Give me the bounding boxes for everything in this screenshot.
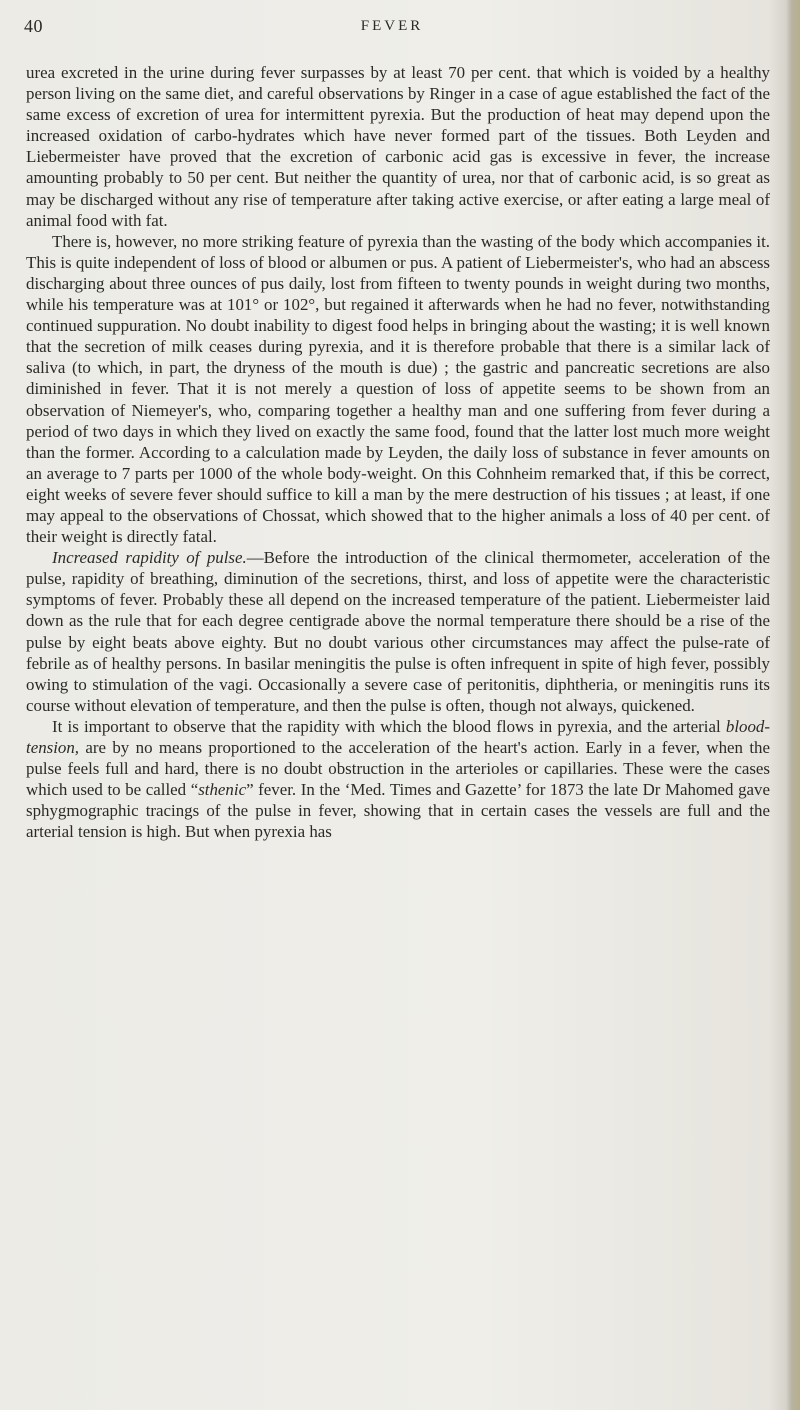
page-edge-shadow	[786, 0, 800, 1410]
term-blood-tension: blood-tension,	[26, 716, 770, 757]
paragraph-urea: urea excreted in the urine during fever surpasses by at least 70 per cent. that which is voided by a healthy person living on the same diet, and careful observations by Ringer in a case of ague established the fact of the same excess of excretion of urea for intermittent pyrexia. But the production of heat may depend upon the increased oxidation of carbo-hydrates which have never formed part of the tissues. Both Leyden and Liebermeister have proved that the excretion of carbonic acid gas is excessive in fever, the increase amounting probably to 50 per cent. But neither the quantity of urea, nor that of carbonic acid, is so great as may be discharged without any rise of temperature after taking active exercise, or after eating a large meal of animal food with fat.	[26, 63, 770, 230]
paragraph-pulse	[26, 547, 770, 716]
running-head: FEVER	[360, 18, 424, 34]
page-number: 40	[24, 16, 43, 36]
page-header	[24, 16, 760, 56]
tension-text-2: are by no means proportioned to the acceleration of the heart's action. Early in a fever, when the pulse feels full and hard, there is no doubt obstruction in the arterioles or capillaries. These were the cases which used to be called “	[26, 738, 770, 800]
section-heading-pulse: Increased rapidity of pulse.	[52, 548, 247, 568]
paragraph-pulse-text: —Before the introduction of the clinical thermometer, acceleration of the pulse, rapidity of breathing, diminution of the secretions, thirst, and loss of appetite were the characteristic symptoms of fever. Probably these all depend on the increased temperature of the patient. Liebermeister laid down as the rule that for each degree centigrade above the normal temperature there should be a rise of the pulse by eight beats above eighty. But no doubt various other circumstances may affect the pulse-rate of febrile as of healthy persons. In basilar meningitis the pulse is often infrequent in spite of high fever, possibly owing to stimulation of the vagi. Occasionally a severe case of peritonitis, diphtheria, or meningitis runs its course without elevation of temperature, and then the pulse is often, though not always, quickened.	[26, 548, 770, 715]
paragraph-wasting: There is, however, no more striking feature of pyrexia than the wasting of the body which accompanies it. This is quite independent of loss of blood or albumen or pus. A patient of Liebermeister's, who had an abscess discharging about three ounces of pus daily, lost from fifteen to twenty pounds in weight during two months, while his temperature was at 101° or 102°, but regained it afterwards when he had no fever, notwithstanding continued suppuration. No doubt inability to digest food helps in bringing about the wasting; it is well known that the secretion of milk ceases during pyrexia, and it is therefore probable that there is a similar lack of saliva (to which, in part, the dryness of the mouth is due) ; the gastric and pancreatic secretions are also diminished in fever. That it is not merely a question of loss of appetite seems to be shown from an observation of Niemeyer's, who, comparing together a healthy man and one suffering from fever during a period of two days in which they lived on exactly the same food, found that the latter lost much more weight than the former. According to a calculation made by Leyden, the daily loss of substance in fever amounts on an average to 7 parts per 1000 of the whole body-weight. On this Cohnheim remarked that, if this be correct, eight weeks of severe fever should suffice to kill a man by the mere destruction of his tissues ; at least, if one may appeal to the observations of Chossat, which showed that to the higher animals a loss of 40 per cent. of their weight is directly fatal.	[26, 231, 770, 547]
body-text	[26, 62, 770, 842]
paragraph-blood-tension	[26, 716, 770, 843]
term-sthenic: sthenic	[198, 780, 247, 800]
tension-text-1: It is important to observe that the rapidity with which the blood flows in pyrexia, and the arterial	[52, 716, 726, 736]
tension-text-3: ” fever. In the ‘Med. Times and Gazette’ for 1873 the late Dr Mahomed gave sphygmographic tracings of the pulse in fever, showing that in certain cases the vessels are full and the arterial tension is high. But when pyrexia has	[26, 780, 770, 842]
